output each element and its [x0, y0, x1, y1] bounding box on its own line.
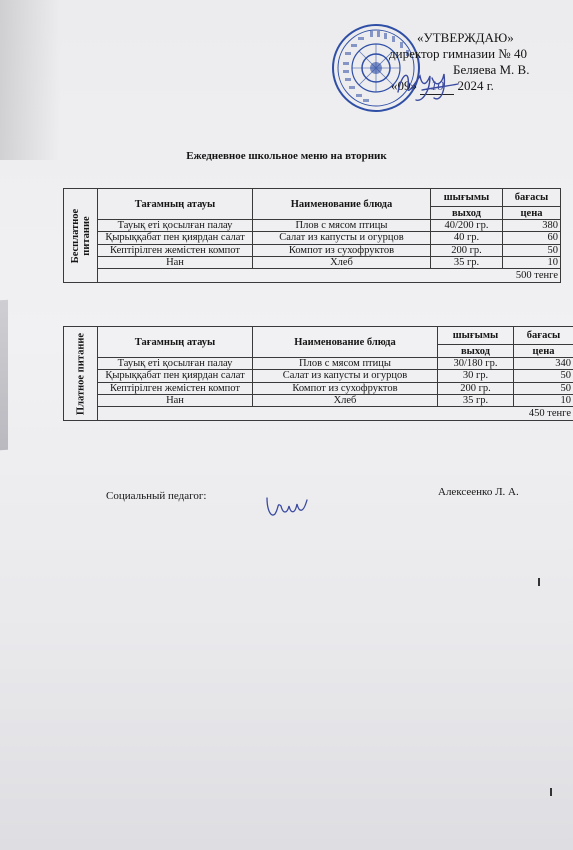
free-menu-side-label: Бесплатное питание — [64, 189, 98, 283]
col-kz-price: бағасы — [503, 189, 561, 207]
approval-signer: Беляева М. В. — [453, 62, 530, 77]
table-row: Қырыққабат пен қиярдан салат Салат из капусты и огурцов 40 гр. 60 — [64, 232, 561, 245]
table-row: Нан Хлеб 35 гр. 10 — [64, 257, 561, 269]
table-row: Тауық еті қосылған палау Плов с мясом птицы 30/180 гр. 340 — [64, 358, 573, 370]
table-row: Тауық еті қосылған палау Плов с мясом птицы 40/200 гр. 380 — [64, 220, 561, 232]
footer-role: Социальный педагог: — [106, 490, 207, 502]
paid-menu-side-label: Платное питание — [64, 327, 98, 421]
table-row: Кептірілген жемістен компот Компот из сухофруктов 200 гр. 50 — [64, 383, 573, 395]
page-title: Ежедневное школьное меню на вторник — [186, 150, 387, 162]
approval-position: директор гимназии № 40 — [389, 46, 527, 61]
pedagogue-signature — [263, 492, 313, 522]
table-row: Нан Хлеб 35 гр. 10 — [64, 395, 573, 407]
total-row — [64, 269, 561, 283]
pen-mark — [538, 578, 540, 586]
col-ru-price: цена — [514, 345, 573, 358]
total-value: 450 тенге — [98, 407, 573, 421]
approval-month: 10 — [420, 78, 454, 95]
pen-mark — [550, 788, 552, 796]
approval-heading: «УТВЕРЖДАЮ» — [417, 30, 514, 45]
col-kz-name: Тағамның атауы — [98, 327, 253, 358]
approval-day: «09» — [391, 78, 417, 93]
footer-name: Алексеенко Л. А. — [438, 486, 519, 498]
col-kz-price: бағасы — [514, 327, 573, 345]
table-row: Кептірілген жемістен компот Компот из сухофруктов 200 гр. 50 — [64, 245, 561, 257]
total-row — [64, 407, 573, 421]
paper-edge — [0, 300, 8, 451]
approval-year: 2024 г. — [457, 78, 494, 93]
free-menu-table — [63, 188, 561, 283]
paid-menu-table — [63, 326, 573, 421]
director-signature — [392, 62, 462, 108]
col-kz-output: шығымы — [431, 189, 503, 207]
total-value: 500 тенге — [98, 269, 561, 283]
col-ru-name: Наименование блюда — [253, 327, 438, 358]
col-ru-output: выход — [431, 207, 503, 220]
col-kz-name: Тағамның атауы — [98, 189, 253, 220]
table-row: Қырыққабат пен қиярдан салат Салат из капусты и огурцов 30 гр. 50 — [64, 370, 573, 383]
col-ru-output: выход — [438, 345, 514, 358]
page-shadow — [0, 0, 60, 160]
col-kz-output: шығымы — [438, 327, 514, 345]
col-ru-name: Наименование блюда — [253, 189, 431, 220]
col-ru-price: цена — [503, 207, 561, 220]
